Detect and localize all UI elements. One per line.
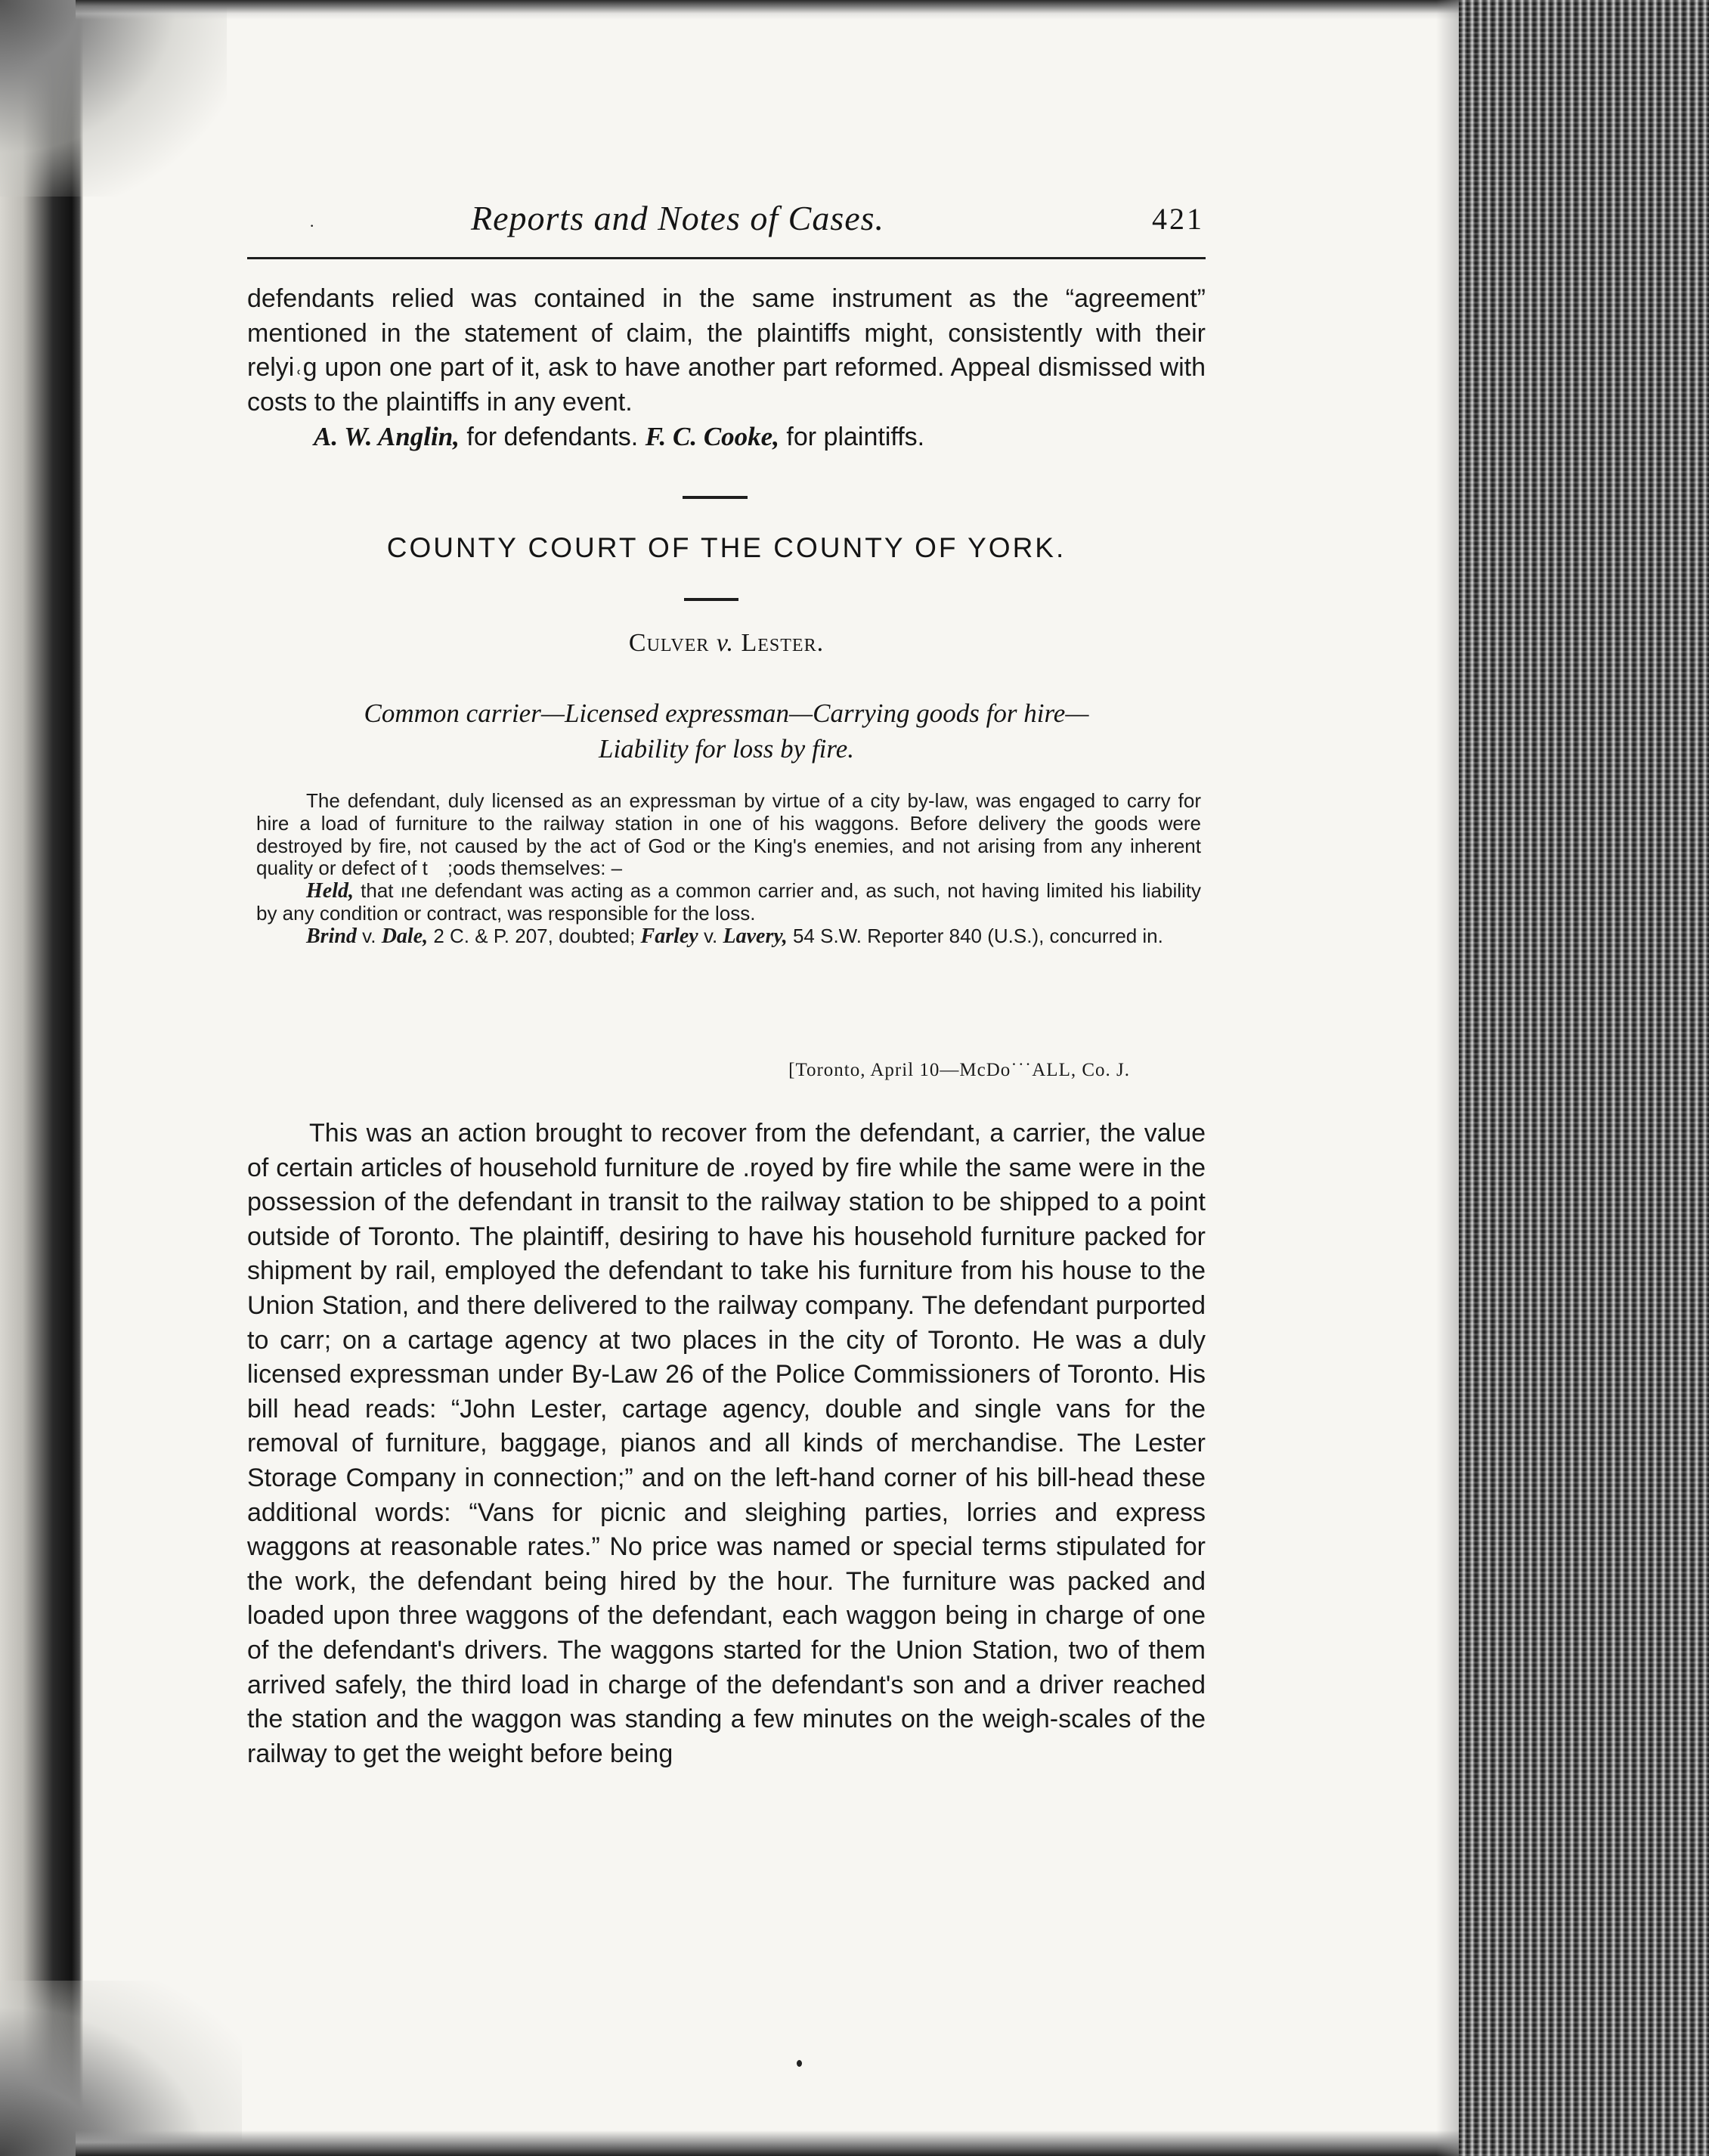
case-versus: v. (709, 629, 741, 657)
case-name (247, 629, 1206, 658)
page-stack-texture (1459, 0, 1709, 2156)
held-text: that ıne defendant was acting as a common carrier and, as such, not having limited his liability by any condition or contract, was responsible for the loss. (256, 879, 1201, 925)
headnote-title-line-1: Common carrier—Licensed expressman—Carrying goods for hire— (364, 699, 1089, 728)
cite2-name2: Lavery, (723, 924, 788, 948)
section-divider-top (683, 496, 748, 499)
headnote-title-line-2: Liability for loss by fire. (598, 734, 855, 764)
head-dot: · (309, 216, 315, 235)
running-head (247, 198, 1206, 243)
binding-shadow-top (0, 0, 227, 197)
plaintiffs-label: for plaintiffs. (779, 423, 925, 451)
judgment-citation: [Toronto, April 10—McDo˙˙˙ALL, Co. J. (788, 1060, 1130, 1080)
cite1-v: v. (356, 924, 382, 947)
main-paragraph (247, 1117, 1206, 1771)
page-bottom-edge (76, 2130, 1497, 2156)
defendants-label: for defendants. (459, 423, 646, 451)
syllabus-facts: The defendant, duly licensed as an expressman by virtue of a city by-law, was engaged to carry for hire a load of furniture to the railway station in one of his waggons. Before delivery the goods were destroyed by fire, not caused by the act of God or the King's enemies, and not arising from any inherent quality or defect of t ;oods themselves: – (256, 789, 1201, 880)
cite1-name2: Dale, (381, 924, 429, 948)
case-plaintiff: Culver (628, 629, 710, 657)
case-defendant: Lester. (741, 629, 825, 657)
cite1-rest: 2 C. & P. 207, doubted; (428, 924, 641, 947)
syllabus-held (256, 880, 1201, 925)
page-top-edge (76, 0, 1481, 20)
court-heading: COUNTY COURT OF THE COUNTY OF YORK. (386, 532, 1067, 563)
held-label: Held, (306, 879, 354, 903)
headnote-title (247, 695, 1206, 767)
main-paragraph-text: This was an action brought to recover from the defendant, a carrier, the value of certain articles of household furniture de .royed by fire while the same were in the possession of the defendant in transit to the railway station to be shipped to a point outside of Toronto. The plaintiff, desiring to have his household furniture packed for shipment by rail, employed the defendant to take his furniture from his house to the Union Station, and there delivered to the railway company. The defendant purported to carr; on a cartage agency at two places in the city of Toronto. He was a duly licensed expressman under By-Law 26 of the Police Commissioners of Toronto. His bill head reads: “John Lester, cartage agency, double and single vans for the removal of furniture, baggage, pianos and all kinds of merchandise. The Lester Storage Company in connection;” and on the left-hand corner of his bill-head these additional words: “Vans for picnic and sleighing parties, lorries and express waggons at reasonable rates.” No price was named or special terms stipulated for the work, the defendant being hired by the hour. The furniture was packed and loaded upon three waggons of the defendant, each waggon being in charge of one of the defendant's drivers. The waggons started for the Union Station, two of them arrived safely, the third load in charge of the defendant's son and a driver reached the station and the waggon was standing a few minutes on the weigh-scales of the railway to get the weight before being (247, 1119, 1206, 1768)
page-number: 421 (1152, 202, 1204, 236)
defendants-counsel: A. W. Anglin, (314, 422, 460, 451)
running-head-title: Reports and Notes of Cases. (471, 199, 885, 237)
cite1-name: Brind (306, 924, 357, 948)
counsel-line (314, 420, 924, 454)
plaintiffs-counsel: F. C. Cooke, (645, 422, 779, 451)
section-divider-bottom (684, 598, 738, 601)
stray-mark (797, 2060, 802, 2067)
syllabus-citations (256, 925, 1201, 948)
binding-edge-left (0, 0, 83, 2156)
syllabus (256, 790, 1201, 948)
continued-paragraph: defendants relied was contained in the same instrument as the “agreement” mentioned in the statement of claim, the plaintiffs might, consistently with their relyi˓g upon one part of it, ask to have another part reformed. Appeal dismissed with costs to the plaintiffs in any event. (247, 284, 1206, 417)
cite2-v: v. (698, 924, 723, 947)
running-head-rule (247, 257, 1206, 259)
cite2-rest: 54 S.W. Reporter 840 (U.S.), concurred in. (787, 924, 1163, 947)
cite2-name: Farley (640, 924, 698, 948)
